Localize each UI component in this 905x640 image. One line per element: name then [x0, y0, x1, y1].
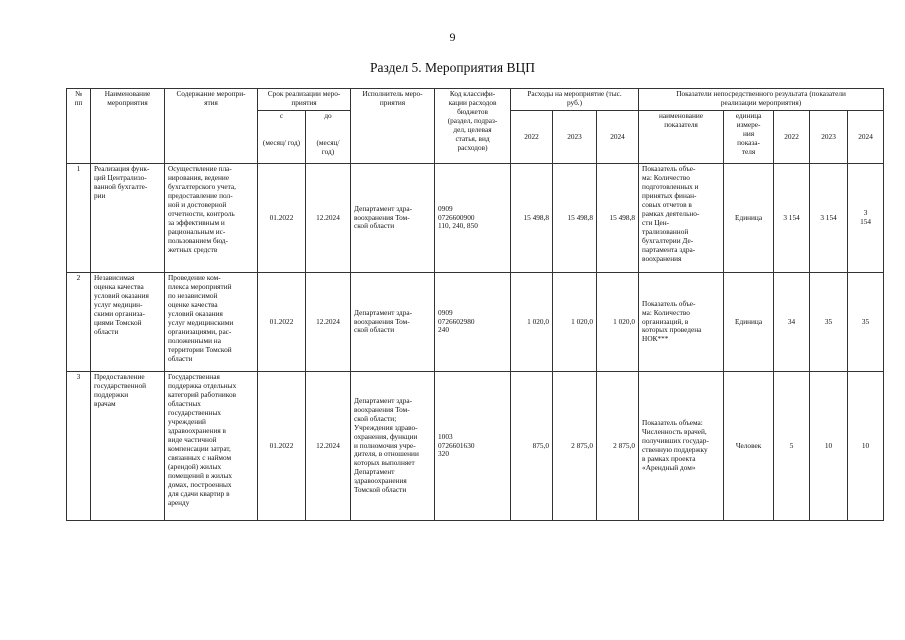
header-val-year: 2022 — [774, 111, 810, 164]
row-from: 01.2022 — [258, 164, 306, 273]
row-value: 35 — [810, 273, 848, 372]
header-name: Наименование мероприятия — [91, 89, 165, 164]
row-code: 0909 0726602980 240 — [435, 273, 511, 372]
row-expense: 2 875,0 — [553, 372, 597, 521]
header-content: Содержание меропри- ятия — [165, 89, 258, 164]
row-indicator: Показатель объе- ма: Количество подготовленных и принятых финан- совых отчетов в рамках деятельно- сти Цен- трализованной бухгалтерии Де- партамента здра- воохранения — [639, 164, 724, 273]
row-expense: 1 020,0 — [597, 273, 639, 372]
row-indicator: Показатель объе- ма: Количество организаций, в которых проведена НОК*** — [639, 273, 724, 372]
section-title: Раздел 5. Мероприятия ВЦП — [370, 60, 535, 75]
header-code: Код классифи- кации расходов бюджетов (раздел, подраз- дел, целевая статья, вид расходов) — [435, 89, 511, 164]
row-content: Осуществление пла- нирования, ведение бухгалтерского учета, предоставление пол- ной и достоверной отчетности, контроль за эффективным и рациональным ис- пользованием бюд- жетных средств — [165, 164, 258, 273]
header-num: № пп — [67, 89, 91, 164]
row-expense: 875,0 — [511, 372, 553, 521]
row-value: 5 — [774, 372, 810, 521]
row-to: 12.2024 — [306, 273, 351, 372]
row-expense: 15 498,8 — [597, 164, 639, 273]
page-number: 9 — [449, 30, 456, 44]
table-row — [67, 273, 884, 372]
header-from: с (месяц/ год) — [258, 111, 306, 164]
row-expense: 2 875,0 — [597, 372, 639, 521]
row-executor: Департамент здра- воохранения Том- ской области; Учреждения здраво- охранения, функции и полномочия учре- дителя, в отношении которых выполняет Департамент здравоохранения Томской области — [351, 372, 435, 521]
row-name: Независимая оценка качества условий оказания услуг медицин- скими организа- циями Томской области — [91, 273, 165, 372]
row-value: 3 154 — [810, 164, 848, 273]
table-row — [67, 164, 884, 273]
row-value: 10 — [810, 372, 848, 521]
row-value: 3 154 — [774, 164, 810, 273]
header-period: Срок реализации меро- приятия — [258, 89, 351, 111]
row-content: Государственная поддержка отдельных категорий работников областных государственных учреждений здравоохранения в виде частичной компенсации затрат, связанных с наймом (арендой) жилых помещений в жилых домах, построенных для сдачи квартир в аренду — [165, 372, 258, 521]
row-expense: 15 498,8 — [511, 164, 553, 273]
row-name: Предоставление государственной поддержки врачам — [91, 372, 165, 521]
header-exp-year: 2024 — [597, 111, 639, 164]
row-num: 1 — [67, 164, 91, 273]
header-executor: Исполнитель меро- приятия — [351, 89, 435, 164]
row-value: 10 — [848, 372, 884, 521]
row-name: Реализация функ- ций Централизо- ванной бухгалте- рии — [91, 164, 165, 273]
row-value: 35 — [848, 273, 884, 372]
row-value: 3 154 — [848, 164, 884, 273]
row-expense: 1 020,0 — [511, 273, 553, 372]
row-code: 1003 0726601630 320 — [435, 372, 511, 521]
row-unit: Человек — [724, 372, 774, 521]
row-value: 34 — [774, 273, 810, 372]
row-from: 01.2022 — [258, 372, 306, 521]
header-to: до (месяц/ год) — [306, 111, 351, 164]
row-num: 2 — [67, 273, 91, 372]
row-from: 01.2022 — [258, 273, 306, 372]
row-to: 12.2024 — [306, 164, 351, 273]
row-unit: Единица — [724, 273, 774, 372]
table-row — [67, 372, 884, 521]
row-indicator: Показатель объема: Численность врачей, получивших государ- ственную поддержку в рамках проекта «Арендный дом» — [639, 372, 724, 521]
row-expense: 1 020,0 — [553, 273, 597, 372]
header-indicators: Показатели непосредственного результата (показатели реализации мероприятия) — [639, 89, 884, 111]
row-to: 12.2024 — [306, 372, 351, 521]
header-exp-year: 2022 — [511, 111, 553, 164]
table-header-row — [67, 89, 884, 111]
header-exp-year: 2023 — [553, 111, 597, 164]
row-code: 0909 0726600900 110, 240, 850 — [435, 164, 511, 273]
row-unit: Единица — [724, 164, 774, 273]
row-expense: 15 498,8 — [553, 164, 597, 273]
header-indicator-name: наименование показателя — [639, 111, 724, 164]
row-num: 3 — [67, 372, 91, 521]
header-val-year: 2023 — [810, 111, 848, 164]
row-executor: Департамент здра- воохранения Том- ской области — [351, 164, 435, 273]
row-executor: Департамент здра- воохранения Том- ской области — [351, 273, 435, 372]
row-content: Проведение ком- плекса мероприятий по независимой оценке качества условий оказания услуг медицинскими организациями, рас- положенными на территории Томской области — [165, 273, 258, 372]
header-expenses: Расходы на мероприятие (тыс. руб.) — [511, 89, 639, 111]
header-unit: единица измере- ния показа- теля — [724, 111, 774, 164]
activities-table — [66, 88, 884, 521]
header-val-year: 2024 — [848, 111, 884, 164]
